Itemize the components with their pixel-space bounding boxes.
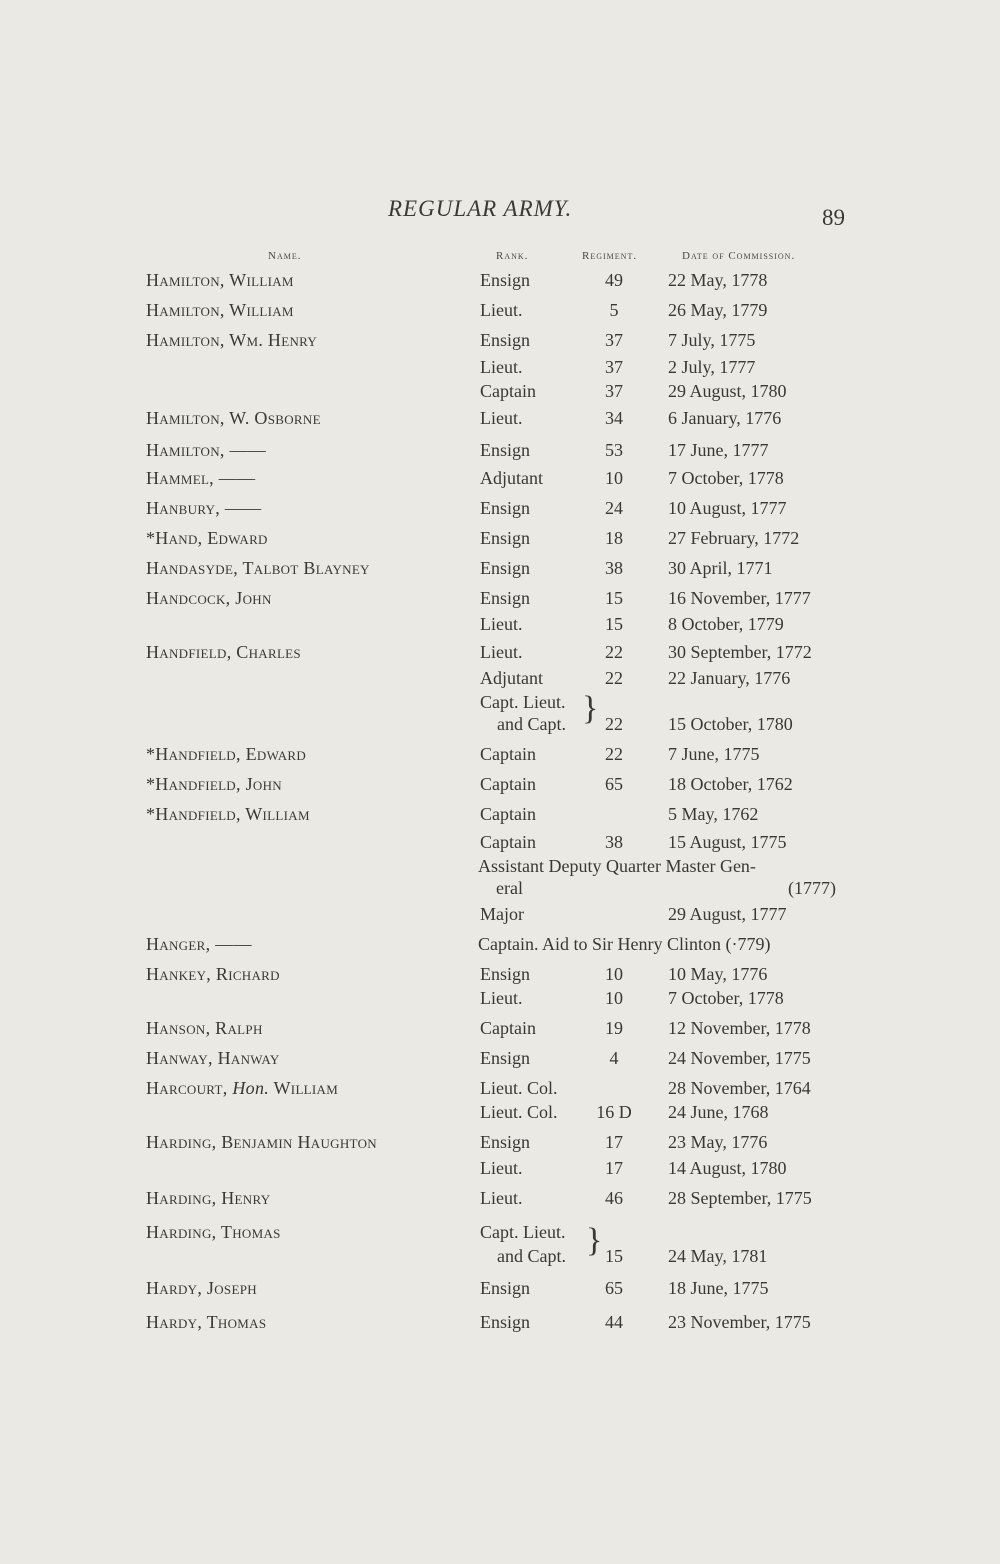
table-row	[0, 1132, 1000, 1156]
rank-cell: Lieut.	[480, 642, 523, 662]
date-cell: 14 August, 1780	[668, 1158, 787, 1178]
date-cell: 6 January, 1776	[668, 408, 782, 428]
rank-cell: Major	[480, 904, 524, 924]
table-row	[0, 357, 1000, 381]
row-note: Captain. Aid to Sir Henry Clinton (·779)	[478, 934, 771, 954]
date-cell: 5 May, 1762	[668, 804, 759, 824]
date-cell: 12 November, 1778	[668, 1018, 811, 1038]
table-row	[0, 856, 1000, 880]
rank-cell: Ensign	[480, 1048, 531, 1068]
date-cell: 28 November, 1764	[668, 1078, 811, 1098]
rank-cell: and Capt.	[497, 714, 566, 734]
date-cell: 26 May, 1779	[668, 300, 768, 320]
table-row	[0, 1188, 1000, 1212]
table-row	[0, 1246, 1000, 1270]
officer-name: Handcock, John	[146, 588, 272, 608]
regiment-cell: 10	[605, 468, 623, 488]
date-cell: 7 July, 1775	[668, 330, 756, 350]
brace-symbol: }	[586, 1222, 603, 1259]
table-row	[0, 1222, 1000, 1246]
regiment-cell: 44	[605, 1312, 623, 1332]
regiment-cell: 10	[605, 988, 623, 1008]
date-cell: 8 October, 1779	[668, 614, 784, 634]
date-cell: 17 June, 1777	[668, 440, 769, 460]
officer-name: Hanbury, ——	[146, 498, 262, 518]
officer-name: Hamilton, W. Osborne	[146, 408, 321, 428]
date-cell: 24 June, 1768	[668, 1102, 769, 1122]
date-cell: (1777)	[788, 878, 836, 898]
officer-name: Hamilton, ——	[146, 440, 267, 460]
officer-name: *Handfield, William	[146, 804, 310, 824]
rank-cell: Captain	[480, 381, 536, 401]
date-cell: 16 November, 1777	[668, 588, 811, 608]
date-cell: 27 February, 1772	[668, 528, 800, 548]
regiment-cell: 65	[605, 1278, 623, 1298]
officer-name: Hankey, Richard	[146, 964, 280, 984]
rank-cell: Ensign	[480, 330, 531, 350]
regiment-cell: 18	[605, 528, 623, 548]
table-row	[0, 668, 1000, 692]
table-row	[0, 381, 1000, 405]
rank-cell: Capt. Lieut.	[480, 1222, 566, 1242]
table-row	[0, 964, 1000, 988]
rank-cell: Lieut.	[480, 988, 523, 1008]
date-cell: 23 May, 1776	[668, 1132, 768, 1152]
regiment-cell: 22	[605, 744, 623, 764]
officer-name: Hamilton, William	[146, 300, 294, 320]
regiment-cell: 17	[605, 1158, 623, 1178]
rank-cell: Lieut.	[480, 357, 523, 377]
regiment-cell: 16 D	[596, 1102, 632, 1122]
rank-cell: Captain	[480, 832, 536, 852]
table-row	[0, 528, 1000, 552]
officer-name-part: Harcourt,	[146, 1078, 233, 1098]
column-header-rank: Rank.	[496, 250, 529, 262]
officer-name: Hanger, ——	[146, 934, 252, 954]
date-cell: 7 October, 1778	[668, 468, 784, 488]
rank-cell: Lieut. Col.	[480, 1078, 558, 1098]
table-row	[0, 934, 1000, 958]
regiment-cell: 5	[609, 300, 619, 320]
officer-title: Hon.	[232, 1078, 270, 1098]
table-row	[0, 692, 1000, 716]
running-title: REGULAR ARMY.	[388, 196, 573, 221]
date-cell: 24 May, 1781	[668, 1246, 768, 1266]
table-row	[0, 300, 1000, 324]
rank-cell: Ensign	[480, 558, 531, 578]
officer-name: Hamilton, Wm. Henry	[146, 330, 318, 350]
regiment-cell: 37	[605, 330, 623, 350]
date-cell: 30 April, 1771	[668, 558, 773, 578]
table-row	[0, 904, 1000, 928]
officer-name: Hanway, Hanway	[146, 1048, 280, 1068]
regiment-cell: 37	[605, 357, 623, 377]
officer-name: Hamilton, William	[146, 270, 294, 290]
rank-cell: Ensign	[480, 498, 531, 518]
column-header-date: Date of Commission.	[682, 250, 796, 262]
date-cell: 2 July, 1777	[668, 357, 756, 377]
officer-name: *Handfield, John	[146, 774, 282, 794]
rank-cell: Ensign	[480, 964, 531, 984]
officer-name: *Hand, Edward	[146, 528, 268, 548]
rank-cell: Adjutant	[480, 668, 543, 688]
officer-name: Harding, Benjamin Haughton	[146, 1132, 377, 1152]
table-row	[0, 1018, 1000, 1042]
table-row	[0, 1158, 1000, 1182]
regiment-cell: 34	[605, 408, 623, 428]
table-row	[0, 804, 1000, 828]
table-row	[0, 588, 1000, 612]
officer-name	[146, 1078, 338, 1099]
rank-cell: Ensign	[480, 1278, 531, 1298]
regiment-cell: 22	[605, 714, 623, 734]
regiment-cell: 22	[605, 642, 623, 662]
regiment-cell: 46	[605, 1188, 623, 1208]
regiment-cell: 24	[605, 498, 623, 518]
brace-symbol: }	[582, 690, 599, 727]
rank-cell: Lieut.	[480, 408, 523, 428]
officer-name: Hardy, Thomas	[146, 1312, 267, 1332]
regiment-cell: 4	[609, 1048, 619, 1068]
date-cell: 18 June, 1775	[668, 1278, 769, 1298]
rank-cell: Lieut.	[480, 614, 523, 634]
regiment-cell: 17	[605, 1132, 623, 1152]
date-cell: 28 September, 1775	[668, 1188, 812, 1208]
officer-name: *Handfield, Edward	[146, 744, 307, 764]
regiment-cell: 15	[605, 1246, 623, 1266]
rank-cell: and Capt.	[497, 1246, 566, 1266]
table-row	[0, 498, 1000, 522]
rank-cell: Ensign	[480, 528, 531, 548]
page-number: 89	[822, 205, 845, 230]
date-cell: 23 November, 1775	[668, 1312, 811, 1332]
table-row	[0, 440, 1000, 464]
table-row	[0, 468, 1000, 492]
date-cell: 29 August, 1777	[668, 904, 787, 924]
rank-cell: Lieut.	[480, 300, 523, 320]
rank-cell: Captain	[480, 804, 536, 824]
regiment-cell: 37	[605, 381, 623, 401]
rank-cell: Lieut.	[480, 1158, 523, 1178]
table-row	[0, 878, 1000, 902]
date-cell: 18 October, 1762	[668, 774, 793, 794]
officer-name: Harding, Thomas	[146, 1222, 281, 1242]
rank-cell: Ensign	[480, 440, 531, 460]
table-row	[0, 642, 1000, 666]
table-row	[0, 558, 1000, 582]
regiment-cell: 65	[605, 774, 623, 794]
table-row	[0, 774, 1000, 798]
rank-cell: Adjutant	[480, 468, 543, 488]
date-cell: 29 August, 1780	[668, 381, 787, 401]
date-cell: 24 November, 1775	[668, 1048, 811, 1068]
regiment-cell: 15	[605, 614, 623, 634]
rank-cell: Ensign	[480, 1312, 531, 1332]
rank-cell: Lieut.	[480, 1188, 523, 1208]
row-note: Assistant Deputy Quarter Master Gen-	[478, 856, 756, 876]
regiment-cell: 38	[605, 832, 623, 852]
table-row	[0, 1048, 1000, 1072]
regiment-cell: 53	[605, 440, 623, 460]
date-cell: 7 October, 1778	[668, 988, 784, 1008]
table-row	[0, 1278, 1000, 1302]
rank-cell: Capt. Lieut.	[480, 692, 566, 712]
table-row	[0, 1078, 1000, 1102]
date-cell: 10 May, 1776	[668, 964, 768, 984]
date-cell: 22 May, 1778	[668, 270, 768, 290]
rank-cell: eral	[496, 878, 523, 898]
table-row	[0, 330, 1000, 354]
officer-name: Hardy, Joseph	[146, 1278, 257, 1298]
officer-name: Hammel, ——	[146, 468, 256, 488]
table-row	[0, 614, 1000, 638]
date-cell: 15 October, 1780	[668, 714, 793, 734]
regiment-cell: 15	[605, 588, 623, 608]
officer-name: Harding, Henry	[146, 1188, 271, 1208]
table-row	[0, 408, 1000, 432]
officer-name: Handfield, Charles	[146, 642, 301, 662]
column-header-name: Name.	[268, 250, 302, 262]
table-row	[0, 714, 1000, 738]
table-row	[0, 988, 1000, 1012]
regiment-cell: 22	[605, 668, 623, 688]
table-row	[0, 270, 1000, 294]
officer-name: Handasyde, Talbot Blayney	[146, 558, 370, 578]
date-cell: 10 August, 1777	[668, 498, 787, 518]
rank-cell: Captain	[480, 744, 536, 764]
rank-cell: Ensign	[480, 270, 531, 290]
column-header-regiment: Regiment.	[582, 250, 638, 262]
rank-cell: Ensign	[480, 588, 531, 608]
rank-cell: Lieut. Col.	[480, 1102, 558, 1122]
table-row	[0, 1102, 1000, 1126]
regiment-cell: 38	[605, 558, 623, 578]
regiment-cell: 19	[605, 1018, 623, 1038]
rank-cell: Captain	[480, 1018, 536, 1038]
date-cell: 7 June, 1775	[668, 744, 760, 764]
officer-name-part: William	[269, 1078, 339, 1098]
rank-cell: Captain	[480, 774, 536, 794]
table-row	[0, 832, 1000, 856]
officer-name: Hanson, Ralph	[146, 1018, 263, 1038]
date-cell: 30 September, 1772	[668, 642, 812, 662]
table-row	[0, 744, 1000, 768]
regiment-cell: 49	[605, 270, 623, 290]
table-row	[0, 1312, 1000, 1336]
regiment-cell: 10	[605, 964, 623, 984]
date-cell: 22 January, 1776	[668, 668, 791, 688]
rank-cell: Ensign	[480, 1132, 531, 1152]
date-cell: 15 August, 1775	[668, 832, 787, 852]
